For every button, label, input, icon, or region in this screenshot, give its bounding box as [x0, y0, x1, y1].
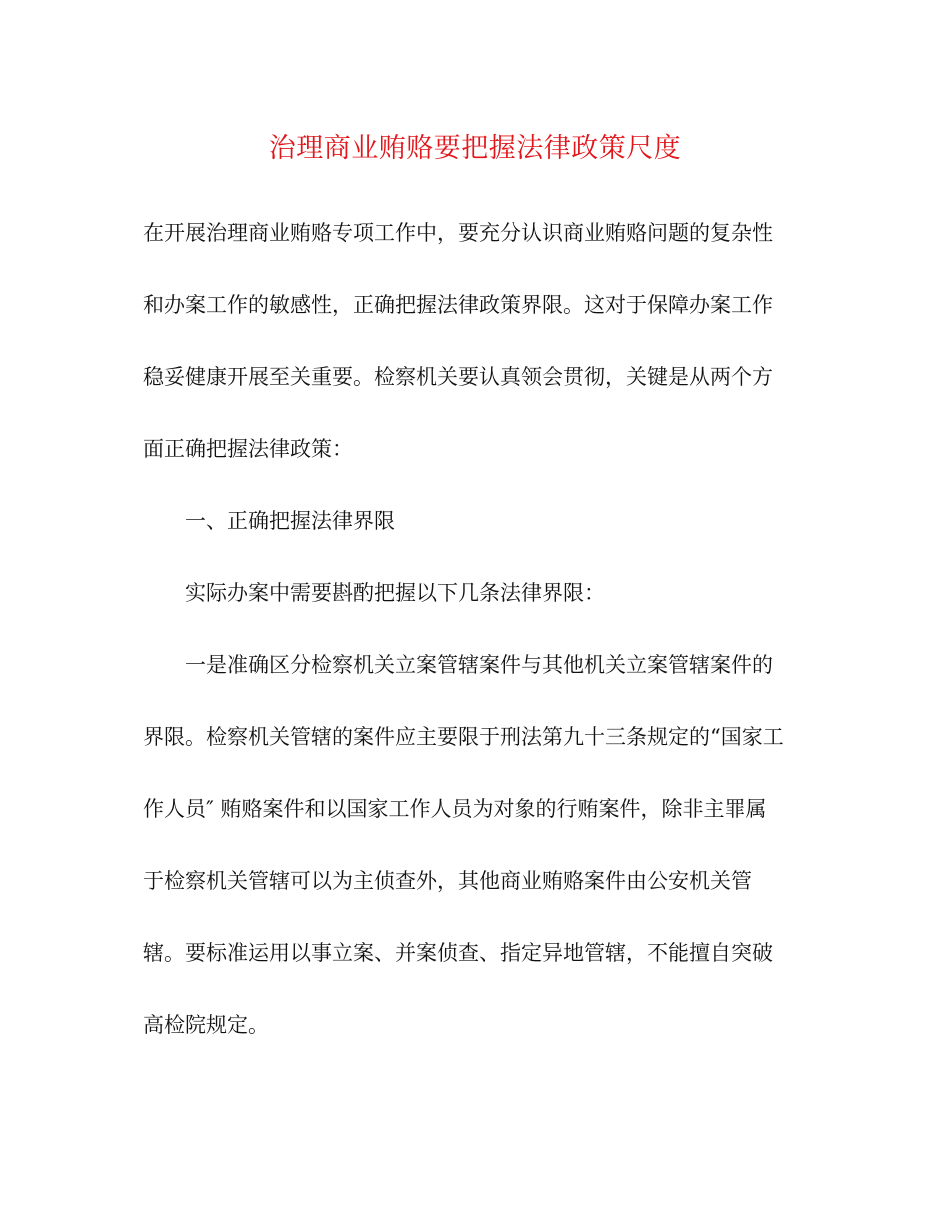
- paragraph-line: 一是准确区分检察机关立案管辖案件与其他机关立案管辖案件的: [185, 653, 773, 677]
- document-title: 治理商业贿赂要把握法律政策尺度: [268, 133, 682, 164]
- paragraph-line: 于检察机关管辖可以为主侦查外，其他商业贿赂案件由公安机关管: [143, 869, 752, 893]
- paragraph-line: 稳妥健康开展至关重要。检察机关要认真领会贯彻，关键是从两个方: [143, 365, 773, 389]
- paragraph-line: 和办案工作的敏感性，正确把握法律政策界限。这对于保障办案工作: [143, 293, 773, 317]
- paragraph-line: 在开展治理商业贿赂专项工作中，要充分认识商业贿赂问题的复杂性: [143, 221, 773, 245]
- section-heading: 一、正确把握法律界限: [185, 509, 395, 533]
- paragraph-line: 辖。要标准运用以事立案、并案侦查、指定异地管辖，不能擅自突破: [143, 941, 773, 965]
- paragraph-line: 界限。检察机关管辖的案件应主要限于刑法第九十三条规定的“国家工: [143, 725, 784, 749]
- paragraph-line: 作人员″ 贿赂案件和以国家工作人员为对象的行贿案件，除非主罪属: [143, 797, 767, 821]
- paragraph-line: 面正确把握法律政策：: [143, 437, 353, 461]
- paragraph-line: 实际办案中需要斟酌把握以下几条法律界限：: [185, 581, 605, 605]
- paragraph-line: 高检院规定。: [143, 1013, 269, 1037]
